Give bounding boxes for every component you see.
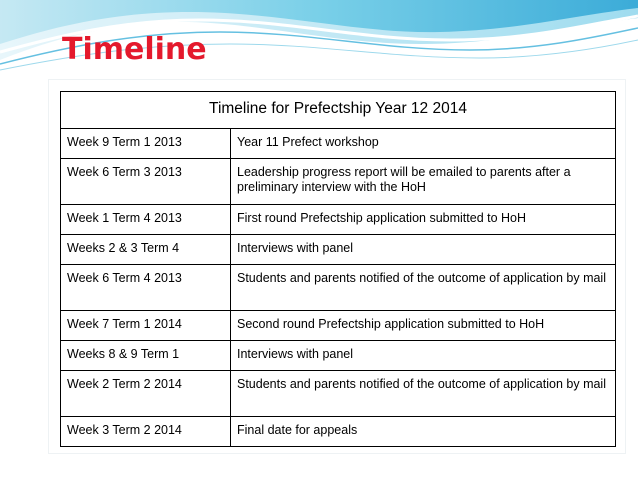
row-event: Students and parents notified of the outcome of application by mail: [231, 371, 616, 417]
row-date: Week 7 Term 1 2014: [61, 311, 231, 341]
table-row: [61, 205, 616, 235]
table-row: [61, 235, 616, 265]
table-header: Timeline for Prefectship Year 12 2014: [61, 92, 616, 129]
table-row: [61, 417, 616, 447]
row-event: Students and parents notified of the outcome of application by mail: [231, 265, 616, 311]
row-date: Week 9 Term 1 2013: [61, 129, 231, 159]
row-event: Leadership progress report will be emailed to parents after a preliminary interview with the HoH: [231, 159, 616, 205]
timeline-table: [60, 91, 616, 447]
slide-title: Timeline: [62, 32, 207, 67]
table-row: [61, 311, 616, 341]
row-date: Week 2 Term 2 2014: [61, 371, 231, 417]
table-row: [61, 371, 616, 417]
table-row: [61, 341, 616, 371]
row-event: Year 11 Prefect workshop: [231, 129, 616, 159]
table-row: [61, 159, 616, 205]
row-date: Week 6 Term 3 2013: [61, 159, 231, 205]
row-event: Second round Prefectship application submitted to HoH: [231, 311, 616, 341]
row-date: Week 1 Term 4 2013: [61, 205, 231, 235]
table-row: [61, 129, 616, 159]
table-row: [61, 265, 616, 311]
row-date: Weeks 2 & 3 Term 4: [61, 235, 231, 265]
table-header-row: [61, 92, 616, 129]
row-event: Interviews with panel: [231, 235, 616, 265]
row-event: Final date for appeals: [231, 417, 616, 447]
row-event: Interviews with panel: [231, 341, 616, 371]
row-date: Week 6 Term 4 2013: [61, 265, 231, 311]
row-date: Week 3 Term 2 2014: [61, 417, 231, 447]
row-event: First round Prefectship application submitted to HoH: [231, 205, 616, 235]
row-date: Weeks 8 & 9 Term 1: [61, 341, 231, 371]
